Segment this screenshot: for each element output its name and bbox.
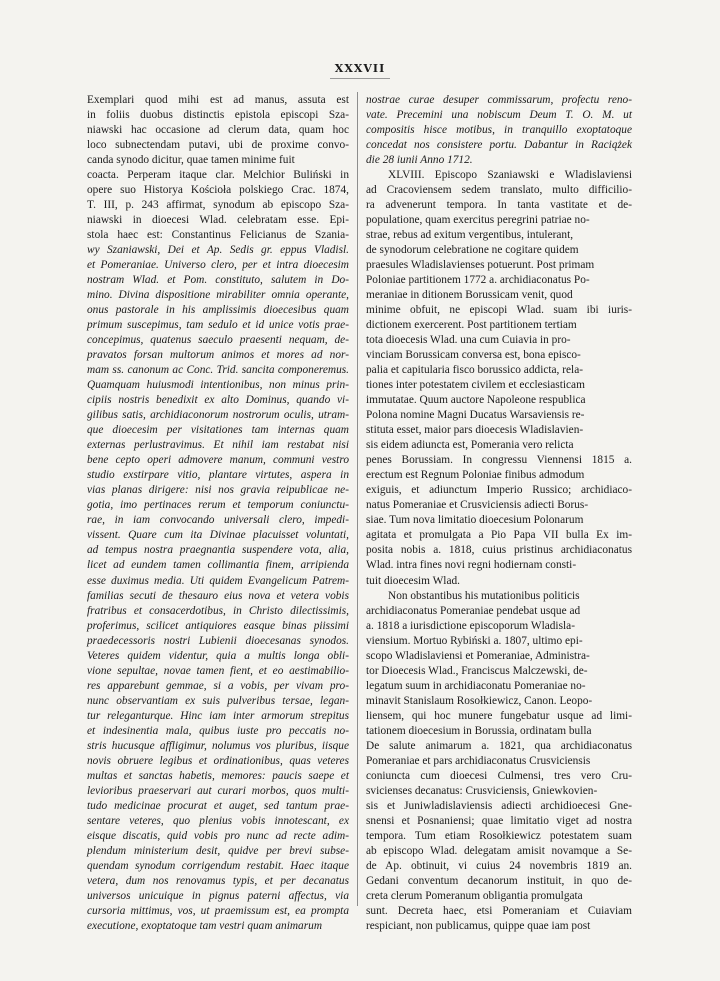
text-line: svicienses decanatus: Crusviciensis, Gniewkovien- [366, 784, 598, 797]
text-line: mino. Divina dispositione mirabiliter omnia operante, [87, 289, 349, 302]
text-line: de Ap. obtinuit, vi cuius 24 novembris 1819 an. [366, 859, 632, 872]
text-line: concedat nos consistere portu. Dabantur in Raciążek [366, 139, 632, 152]
text-line: wy Szaniawski, Dei et Ap. Sedis gr. eppus Vladisl. [87, 244, 349, 257]
text-line: in foliis duobus distinctis epistola episcopi Sza- [87, 109, 349, 122]
right-column [366, 93, 632, 934]
text-line: vione sepultae, novae tamen fient, et eo aestimabilio- [87, 664, 349, 677]
text-line: levioribus praeservari aut curari morbos, quos multi- [87, 784, 349, 797]
text-line: rae, in iam convocando universali clero, impedi- [87, 514, 349, 527]
text-line: que dioecesim per visitationes tam internas quam [87, 424, 349, 437]
text-line: populatione, quam exercitus peregrini patriae no- [366, 214, 590, 227]
text-line: stituta esset, maior pars dioecesis Wladislavien- [366, 424, 584, 437]
text-line: agitata et promulgata a Pio Papa VII bulla Ex im- [366, 529, 632, 542]
text-line: compositis hisce motibus, in tranquillo exoptatoque [366, 124, 632, 137]
text-line: et indesinentia mala, quibus iuste pro peccatis no- [87, 724, 349, 737]
text-line: penes Borussiam. In congressu Viennensi 1815 a. [366, 454, 632, 467]
text-line: vinciam Borussicam conversa est, bona episco- [366, 349, 581, 362]
text-line: natus Pomeraniae et Crusviciensis adiecti Borus- [366, 499, 589, 512]
text-line: tiones inter potestatem civilem et ecclesiasticam [366, 379, 585, 392]
text-line: primum suscepimus, tam sedulo et id unice votis prae- [87, 319, 349, 332]
text-line: niawski in dioecesi Wlad. celebratam esse. Epi- [87, 214, 349, 227]
text-line: plendum ministerium desit, quidve per brevi subse- [87, 844, 349, 857]
text-line: scopo Wladislaviensi et Pomeraniae, Administra- [366, 649, 590, 662]
text-line: universos unicuique in pignus paterni affectus, via [87, 889, 349, 902]
text-line: erectum est Regnum Poloniae finibus admodum [366, 469, 585, 482]
text-line: meraniae in ditionem Borussicam venit, quod [366, 289, 573, 302]
text-line: De salute animarum a. 1821, qua archidiaconatus [366, 739, 632, 752]
text-line: niawski hac occasione ad clerum data, quam hoc [87, 124, 349, 137]
text-line: licet ad eundem tamen collimantia finem, arripienda [87, 559, 349, 572]
text-line: loco subnectendam putavi, ubi de proxime convo- [87, 139, 349, 152]
text-line: stris hucusque affligimur, nolumus vos pluribus, iisque [87, 739, 349, 752]
text-line: eisque discatis, quid vobis pro nunc ad recte adim- [87, 829, 349, 842]
text-line: respiciant, non publicamus, quippe quae iam post [366, 919, 591, 932]
text-line: executione, exoptatoque tam vestri quam animarum [87, 919, 323, 932]
text-line: Gedani conventum decanorum instituit, in quo de- [366, 874, 632, 887]
text-line: minavit Stanislaum Rosołkiewicz, Canon. Leopo- [366, 694, 593, 707]
text-line: Poloniae partitionem 1772 a. archidiaconatus Po- [366, 274, 590, 287]
text-line: proferimus, scilicet antiquiores easque binas piissimi [87, 619, 349, 632]
text-line: posita nobis a. 1818, cuius pristinus archidiaconatus [366, 544, 632, 557]
text-line: familias secuti de thesauro eius nova et vetera vobis [87, 589, 349, 602]
text-line: res apparebunt gemmae, si a vobis, per vivam pro- [87, 679, 349, 692]
text-line: sis et Juniwladislaviensis adiecti archidioecesi Gne- [366, 799, 632, 812]
text-line: mam ss. canonum ac Conc. Trid. sancita componeremus. [87, 364, 349, 377]
text-line: ad tempus nostra praegnantia suspendere vota, alia, [87, 544, 349, 557]
text-line: opere suo Historya Kościoła polskiego Crac. 1874, [87, 184, 349, 197]
text-line: quendam synodum corrigendum restabit. Haec itaque [87, 859, 349, 872]
text-line: canda synodo dicitur, quae tamen minime fuit [87, 154, 295, 167]
text-line: gotia, imo pertinaces rerum et temporum coniunctu- [87, 499, 349, 512]
text-line: Pomeraniae et pars archidiaconatus Crusviciensis [366, 754, 591, 767]
text-line: tationem dioecesium in Borussia, ordinatam bulla [366, 724, 592, 737]
text-line: palia et capitularia fisco borussico addicta, rela- [366, 364, 584, 377]
text-line: Quamquam huiusmodi intentionibus, non minus prin- [87, 379, 349, 392]
header-rule [330, 78, 390, 79]
text-line: a. 1818 a iurisdictione episcoporum Wladisla- [366, 619, 575, 632]
text-line: nunc observantiam ex suis pulveribus tersae, legan- [87, 694, 349, 707]
text-line: vetera, dum nos renovamus typis, et per decanatus [87, 874, 349, 887]
text-line: novis obruere legibus et ordinationibus, quas veteres [87, 754, 349, 767]
text-line: onus pastorale in his amplissimis dioecesibus quam [87, 304, 349, 317]
text-line: praesules Wladislavienses potuerunt. Post primam [366, 259, 595, 272]
text-line: liensem, qui hoc munere fungebatur usque ad limi- [366, 709, 632, 722]
text-line: stola haec est: Constantinus Felicianus de Szania- [87, 229, 349, 242]
text-line: siae. Tum nova limitatio dioecesium Polonarum [366, 514, 584, 527]
text-line: sentare veteres, quo plenius vobis innotescant, ex [87, 814, 349, 827]
text-line: pravatos forsan multorum animos et mores ad nor- [87, 349, 349, 362]
text-line: et Pomeraniae. Universo clero, per et intra dioecesim [87, 259, 349, 272]
text-line: ab episcopo Wlad. delegatam amisit novamque a Se- [366, 844, 632, 857]
text-line: cipiis nostris benedixit ex alto Dominus, quando vi- [87, 394, 349, 407]
text-line: gilibus satis, archidiaconorum nostrorum oculis, utram- [87, 409, 349, 422]
column-divider [357, 92, 358, 906]
text-line: esse duximus media. Uti quidem Evangelicum Patrem- [87, 574, 349, 587]
text-line: ad Cracoviensem sedem translato, multo difficilio- [366, 184, 632, 197]
text-line: vate. Precemini una nobiscum Deum T. O. M. ut [366, 109, 632, 122]
text-line: die 28 iunii Anno 1712. [366, 154, 473, 167]
text-line: concepimus, quatenus saeculo praesenti nequam, de- [87, 334, 349, 347]
text-line: tur releganturque. Hinc iam inter armorum strepitus [87, 709, 349, 722]
text-line: cursoria mittimus, vos, ut praemissum est, ea prompta [87, 904, 349, 917]
text-line: multas et sanctas habetis, memores: paucis saepe et [87, 769, 349, 782]
text-line: tota dioecesis Wlad. una cum Cuiavia in pro- [366, 334, 571, 347]
text-line: viensium. Mortuo Rybiński a. 1807, ultimo epi- [366, 634, 583, 647]
text-line: tuit dioecesim Wlad. [366, 574, 460, 587]
text-line: dictionem exercerent. Post partitionem tertiam [366, 319, 577, 332]
text-line: coacta. Perperam itaque clar. Melchior Buliński in [87, 169, 349, 182]
page-folio: XXXVII [334, 62, 386, 75]
text-line: de synodorum celebratione ne cogitare quidem [366, 244, 579, 257]
text-line: bene cepto operi admovere manum, communi vestro [87, 454, 349, 467]
text-line: tor Dioecesis Wlad., Franciscus Malczewski, de- [366, 664, 588, 677]
text-line: Exemplari quod mihi est ad manus, assuta est [87, 94, 349, 106]
text-line: sis eidem adiuncta est, Pomerania vero relicta [366, 439, 574, 452]
text-line: Wlad. intra fines novi regni hodiernam consti- [366, 559, 577, 572]
text-line: creta clerum Pomeranum obligantia promulgata [366, 889, 583, 902]
text-line: minime obfuit, ne episcopi Wlad. suam ibi iuris- [366, 304, 632, 317]
text-line: fratribus et consacerdotibus, in Christo dilectissimis, [87, 604, 349, 617]
text-line: Non obstantibus his mutationibus politicis [388, 589, 580, 602]
text-line: sunt. Decreta haec, etsi Pomeraniam et Cuiaviam [366, 904, 632, 917]
text-line: T. III, p. 243 affirmat, synodum ab episcopo Sza- [87, 199, 349, 212]
text-line: Veteres quidem videntur, quia a multis longa obli- [87, 649, 349, 662]
text-line: immutatae. Quum auctore Napoleone respublica [366, 394, 586, 407]
text-line: vias planas dirigere: nisi nos gravia reipublicae ne- [87, 484, 349, 497]
text-line: XLVIII. Episcopo Szaniawski e Wladislaviensi [388, 169, 632, 182]
text-line: externas perlustravimus. Et nihil iam restabat nisi [87, 439, 349, 452]
text-line: nostrae curae desuper commissarum, profectu reno- [366, 94, 632, 106]
left-column [87, 93, 349, 934]
text-line: archidiaconatus Pomeraniae pendebat usque ad [366, 604, 581, 617]
text-line: nostram Wlad. et Pom. constituto, salutem in Do- [87, 274, 349, 287]
text-line: praedecessoris nostri Lubienii dioecesanas synodos. [87, 634, 349, 647]
text-line: tudo medicinae procurat et auget, sed tantum prae- [87, 799, 349, 812]
text-line: legatum suum in archidiaconatu Pomeraniae no- [366, 679, 586, 692]
text-line: tempora. Tum etiam Rosołkiewicz potestatem suam [366, 829, 632, 842]
text-line: ra advenerunt tempora. In tanta vastitate et de- [366, 199, 632, 212]
text-line: Polona nomine Magni Ducatus Warsaviensis re- [366, 409, 585, 422]
text-line: vissent. Quare cum ita Divinae placuisset voluntati, [87, 529, 349, 542]
text-line: strae, rebus ad exitum vergentibus, intulerant, [366, 229, 574, 242]
text-line: exiguis, et adiunctum Imperio Russico; archidiaco- [366, 484, 632, 497]
text-line: snensi et Posnaniensi; quae limitatio viget ad nostra [366, 814, 632, 827]
text-line: coniuncta cum dioecesi Culmensi, tres vero Cru- [366, 769, 632, 782]
text-line: studio exstirpare vitio, plantare virtutes, aspera in [87, 469, 349, 482]
